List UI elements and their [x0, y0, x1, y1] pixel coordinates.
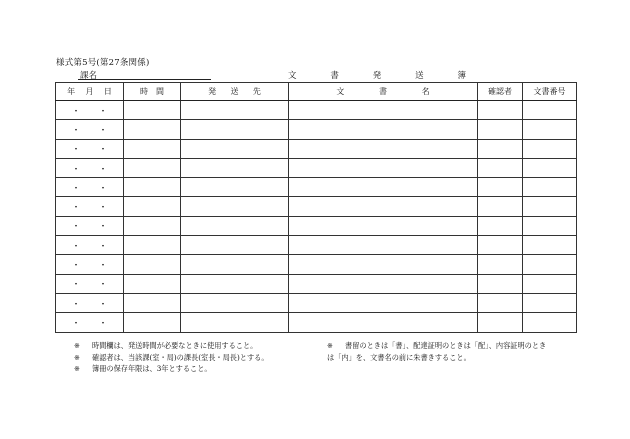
document-number-cell[interactable]: [523, 255, 577, 274]
destination-cell[interactable]: [181, 216, 289, 235]
date-dot: ・: [98, 318, 108, 329]
date-cell[interactable]: [56, 255, 124, 274]
section-label: 課名: [80, 71, 98, 81]
date-separators: [56, 316, 123, 329]
document-number-cell[interactable]: [523, 274, 577, 293]
table-row: [56, 197, 577, 216]
date-dot: ・: [98, 241, 108, 252]
table-row: [56, 120, 577, 139]
date-cell[interactable]: [56, 139, 124, 158]
date-cell[interactable]: [56, 101, 124, 120]
section-name-field[interactable]: [78, 79, 211, 80]
table-row: [56, 216, 577, 235]
date-dot: ・: [98, 164, 108, 175]
destination-cell[interactable]: [181, 293, 289, 312]
date-separators: [56, 142, 123, 155]
document-name-cell[interactable]: [289, 313, 478, 332]
confirmer-cell[interactable]: [478, 274, 523, 293]
table-row: [56, 101, 577, 120]
date-dot: ・: [71, 261, 81, 272]
date-dot: ・: [98, 280, 108, 291]
document-name-cell[interactable]: [289, 158, 478, 177]
date-dot: ・: [71, 164, 81, 175]
date-dot: ・: [71, 299, 81, 310]
time-cell[interactable]: [124, 236, 181, 255]
document-number-cell[interactable]: [523, 216, 577, 235]
header-row: [56, 83, 577, 101]
confirmer-cell[interactable]: [478, 255, 523, 274]
time-cell[interactable]: [124, 101, 181, 120]
date-separators: [56, 219, 123, 232]
document-number-cell[interactable]: [523, 178, 577, 197]
destination-cell[interactable]: [181, 158, 289, 177]
notes-left: [74, 340, 324, 375]
date-separators: [56, 123, 123, 136]
column-header-date: 年 月 日: [56, 83, 124, 101]
date-cell[interactable]: [56, 158, 124, 177]
confirmer-cell[interactable]: [478, 236, 523, 255]
note-continuation: は「内」を、文書名の前に朱書きすること。: [327, 352, 471, 362]
destination-cell[interactable]: [181, 236, 289, 255]
document-name-cell[interactable]: [289, 255, 478, 274]
table-row: [56, 139, 577, 158]
note-item: ※ 書留のときは「書」、配達証明のときは「配」、内容証明のとき: [327, 341, 547, 350]
document-number-cell[interactable]: [523, 101, 577, 120]
date-dot: ・: [71, 280, 81, 291]
table-row: [56, 313, 577, 332]
date-cell[interactable]: [56, 216, 124, 235]
confirmer-cell[interactable]: [478, 293, 523, 312]
column-header-document-number: 文書番号: [523, 83, 577, 101]
date-separators: [56, 181, 123, 194]
date-cell[interactable]: [56, 293, 124, 312]
date-dot: ・: [98, 145, 108, 156]
document-name-cell[interactable]: [289, 139, 478, 158]
ledger-title-char: 書: [330, 71, 339, 81]
column-header-confirmer: 確認者: [478, 83, 523, 101]
column-header-time: 時 間: [124, 83, 181, 101]
destination-cell[interactable]: [181, 313, 289, 332]
date-cell[interactable]: [56, 274, 124, 293]
confirmer-cell[interactable]: [478, 178, 523, 197]
ledger-title: [288, 69, 466, 81]
confirmer-cell[interactable]: [478, 197, 523, 216]
destination-cell[interactable]: [181, 255, 289, 274]
date-cell[interactable]: [56, 236, 124, 255]
table-row: [56, 236, 577, 255]
document-name-cell[interactable]: [289, 236, 478, 255]
column-header-destination: 発 送 先: [181, 83, 289, 101]
date-dot: ・: [98, 261, 108, 272]
ledger-title-char: 発: [372, 71, 382, 81]
date-dot: ・: [71, 106, 81, 117]
ledger-title-char: 文: [288, 71, 297, 81]
document-name-cell[interactable]: [289, 178, 478, 197]
date-dot: ・: [98, 203, 108, 214]
document-name-cell[interactable]: [289, 120, 478, 139]
table-row: [56, 274, 577, 293]
date-separators: [56, 162, 123, 175]
form-label: 様式第5号(第27条関係): [56, 58, 150, 68]
date-cell[interactable]: [56, 120, 124, 139]
note-item: ※ 簿冊の保存年限は、3年とすること。: [74, 364, 212, 373]
document-name-cell[interactable]: [289, 274, 478, 293]
time-cell[interactable]: [124, 255, 181, 274]
table-row: [56, 158, 577, 177]
date-separators: [56, 297, 123, 310]
document-name-cell[interactable]: [289, 216, 478, 235]
confirmer-cell[interactable]: [478, 139, 523, 158]
table-row: [56, 255, 577, 274]
ledger-body: [56, 101, 577, 333]
confirmer-cell[interactable]: [478, 101, 523, 120]
notes-right: [327, 340, 587, 363]
document-number-cell[interactable]: [523, 139, 577, 158]
table-row: [56, 178, 577, 197]
date-separators: [56, 104, 123, 117]
destination-cell[interactable]: [181, 101, 289, 120]
date-cell[interactable]: [56, 178, 124, 197]
date-separators: [56, 277, 123, 290]
document-name-cell[interactable]: [289, 197, 478, 216]
destination-cell[interactable]: [181, 274, 289, 293]
document-number-cell[interactable]: [523, 236, 577, 255]
confirmer-cell[interactable]: [478, 313, 523, 332]
note-item: ※ 時間欄は、発送時間が必要なときに使用すること。: [74, 341, 258, 350]
time-cell[interactable]: [124, 139, 181, 158]
date-dot: ・: [98, 125, 108, 136]
ledger-title-char: 簿: [457, 71, 466, 81]
date-dot: ・: [71, 183, 81, 194]
date-dot: ・: [98, 299, 108, 310]
date-separators: [56, 258, 123, 271]
date-dot: ・: [98, 106, 108, 117]
document-name-cell[interactable]: [289, 101, 478, 120]
date-dot: ・: [71, 318, 81, 329]
date-dot: ・: [98, 222, 108, 233]
column-header-document-name: 文 書 名: [289, 83, 478, 101]
time-cell[interactable]: [124, 178, 181, 197]
date-dot: ・: [71, 241, 81, 252]
time-cell[interactable]: [124, 313, 181, 332]
table-row: [56, 293, 577, 312]
time-cell[interactable]: [124, 274, 181, 293]
date-cell[interactable]: [56, 197, 124, 216]
confirmer-cell[interactable]: [478, 120, 523, 139]
date-dot: ・: [98, 183, 108, 194]
document-name-cell[interactable]: [289, 293, 478, 312]
time-cell[interactable]: [124, 158, 181, 177]
note-item: ※ 確認者は、当該課(室・局)の課長(室長・局長)とする。: [74, 352, 269, 362]
time-cell[interactable]: [124, 293, 181, 312]
date-separators: [56, 200, 123, 213]
confirmer-cell[interactable]: [478, 216, 523, 235]
header-line: [56, 69, 576, 83]
date-separators: [56, 239, 123, 252]
date-cell[interactable]: [56, 313, 124, 332]
confirmer-cell[interactable]: [478, 158, 523, 177]
dispatch-ledger-table: [55, 82, 577, 333]
time-cell[interactable]: [124, 197, 181, 216]
time-cell[interactable]: [124, 120, 181, 139]
time-cell[interactable]: [124, 216, 181, 235]
document-number-cell[interactable]: [523, 158, 577, 177]
destination-cell[interactable]: [181, 120, 289, 139]
document-number-cell[interactable]: [523, 293, 577, 312]
date-dot: ・: [71, 125, 81, 136]
destination-cell[interactable]: [181, 178, 289, 197]
date-dot: ・: [71, 203, 81, 214]
destination-cell[interactable]: [181, 197, 289, 216]
destination-cell[interactable]: [181, 139, 289, 158]
ledger-title-char: 送: [415, 71, 424, 81]
document-number-cell[interactable]: [523, 313, 577, 332]
date-dot: ・: [71, 145, 81, 156]
date-dot: ・: [71, 222, 81, 233]
document-number-cell[interactable]: [523, 120, 577, 139]
document-number-cell[interactable]: [523, 197, 577, 216]
